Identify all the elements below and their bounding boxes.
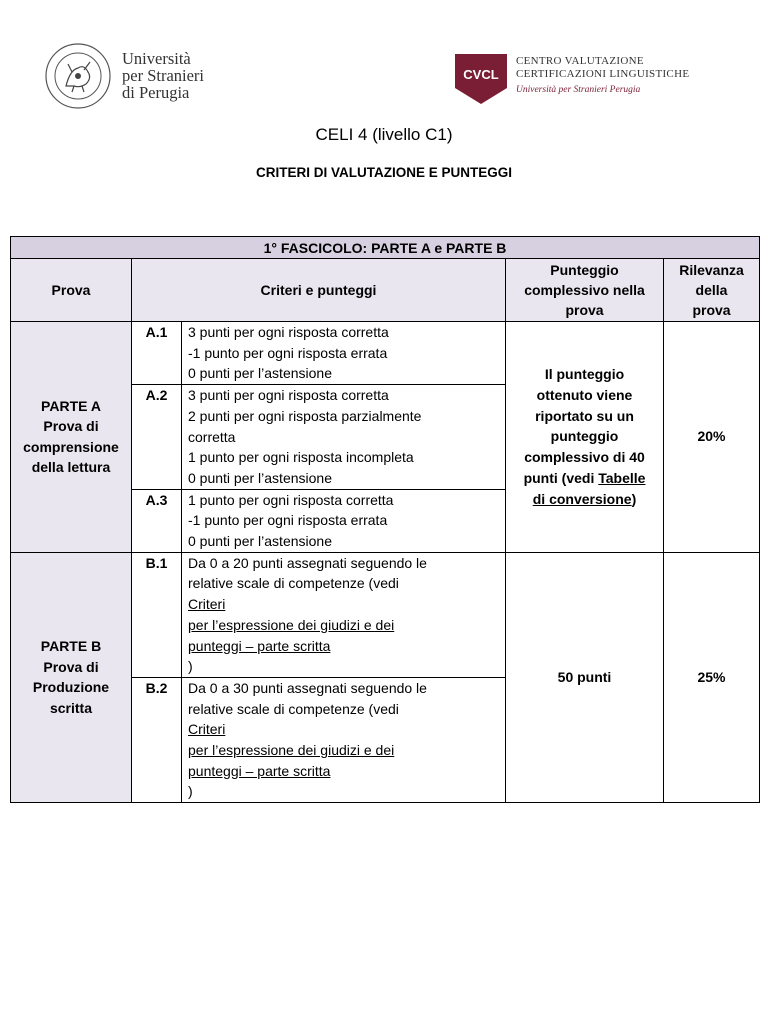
table-row [11, 322, 760, 385]
parte-b-punteggio: 50 punti [506, 552, 664, 802]
parte-b-rilevanza: 25% [664, 552, 760, 802]
cvcl-badge-icon [452, 52, 510, 106]
item-code-b2: B.2 [132, 677, 182, 802]
item-criteria-a2: 3 punti per ogni risposta corretta 2 punti per ogni risposta parzialmente corretta 1 punto per ogni risposta incompleta 0 punti per l’astensione [182, 385, 506, 490]
criteri-link-b1-end[interactable]: punteggi – parte scritta [188, 637, 331, 654]
item-criteria-a3: 1 punto per ogni risposta corretta -1 punto per ogni risposta errata 0 punti per l’astensione [182, 489, 506, 552]
item-criteria-a1: 3 punti per ogni risposta corretta -1 punto per ogni risposta errata 0 punti per l’astensione [182, 322, 506, 385]
cvcl-logo [452, 52, 712, 108]
parte-b-label: PARTE B Prova di Produzione scritta [11, 552, 132, 802]
item-code-b1: B.1 [132, 552, 182, 677]
cvcl-badge-text: CVCL [463, 67, 499, 82]
table-header-row [11, 259, 760, 322]
tabelle-link[interactable]: Tabelle [598, 470, 646, 487]
document-title: CELI 4 (livello C1) [315, 125, 453, 144]
table-band-title: 1° FASCICOLO: PARTE A e PARTE B [11, 237, 760, 259]
criteri-link-b2-cont[interactable]: per l’espressione dei giudizi e dei [188, 742, 395, 759]
item-code-a1: A.1 [132, 322, 182, 385]
criteri-link-b2[interactable]: Criteri [188, 721, 226, 738]
criteria-table [10, 236, 760, 803]
parte-a-label: PARTE A Prova di comprensione della lettura [11, 322, 132, 553]
header-rilevanza: Rilevanza della prova [664, 259, 760, 322]
item-criteria-b1: Da 0 a 20 punti assegnati seguendo le relative scale di competenze (vedi Criteri per l’espressione dei giudizi e dei punteggi – parte scritta ) [182, 552, 506, 677]
table-row [11, 552, 760, 677]
criteri-link-b1-cont[interactable]: per l’espressione dei giudizi e dei [188, 616, 395, 633]
header-criteri: Criteri e punteggi [132, 259, 506, 322]
university-seal-icon [44, 42, 112, 110]
document-subtitle: CRITERI DI VALUTAZIONE E PUNTEGGI [255, 165, 512, 180]
conversione-link[interactable]: di conversione [532, 490, 632, 507]
criteri-link-b1[interactable]: Criteri [188, 596, 226, 613]
parte-a-punteggio: Il punteggio ottenuto viene riportato su un punteggio complessivo di 40 punti (vedi Tabelle di conversione) [506, 322, 664, 553]
header-prova: Prova [11, 259, 132, 322]
university-logo [44, 42, 244, 110]
item-code-a2: A.2 [132, 385, 182, 490]
cvcl-name: CENTRO VALUTAZIONE CERTIFICAZIONI LINGUISTICHE Università per Stranieri Perugia [516, 55, 690, 95]
university-name: Università per Stranieri di Perugia [122, 49, 205, 102]
criteri-link-b2-end[interactable]: punteggi – parte scritta [188, 762, 331, 779]
item-criteria-b2: Da 0 a 30 punti assegnati seguendo le relative scale di competenze (vedi Criteri per l’espressione dei giudizi e dei punteggi – parte scritta ) [182, 677, 506, 802]
parte-a-rilevanza: 20% [664, 322, 760, 553]
header-punteggio: Punteggio complessivo nella prova [506, 259, 664, 322]
item-code-a3: A.3 [132, 489, 182, 552]
